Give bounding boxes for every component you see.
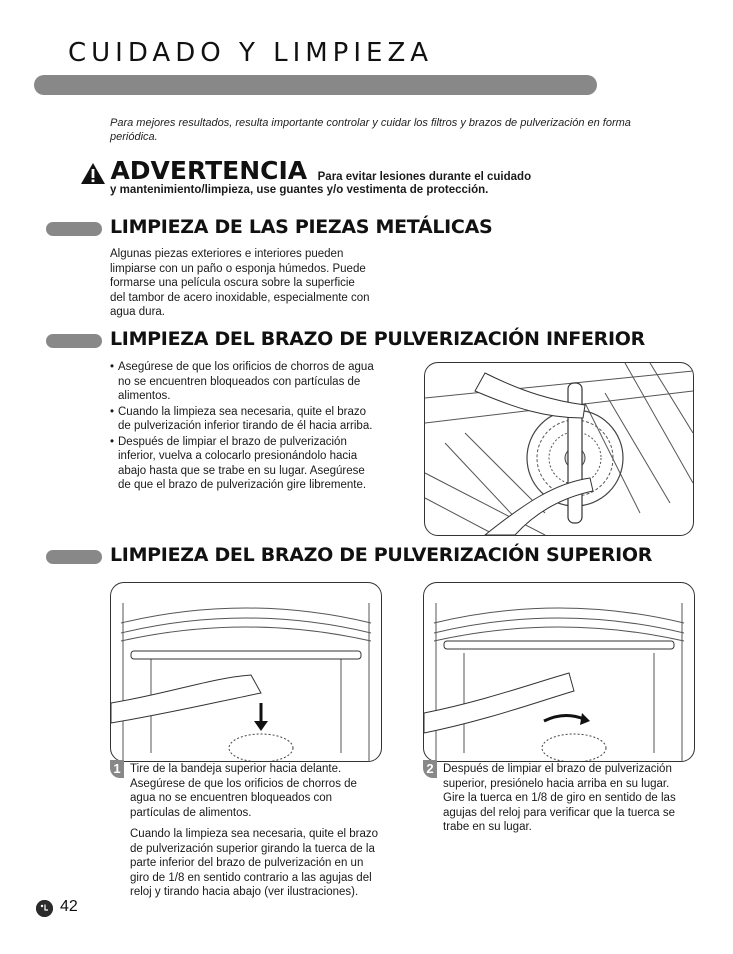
page-title: CUIDADO Y LIMPIEZA	[68, 38, 434, 68]
section-marker	[46, 334, 102, 348]
lg-logo-icon	[36, 900, 53, 917]
section-title-upper-arm: LIMPIEZA DEL BRAZO DE PULVERIZACIÓN SUPERIOR	[110, 544, 653, 566]
title-bar	[34, 75, 597, 95]
step1-paragraph: Cuando la limpieza sea necesaria, quite el brazo de pulverización superior girando la tuerca de la parte inferior del brazo de pulverización en un giro de 1/8 en sentido contrario a las agujas del reloj y tirando hacia abajo (ver ilustraciones).	[130, 828, 379, 898]
warning-text-line2: y mantenimiento/limpieza, use guantes y/o vestimenta de protección.	[110, 184, 489, 196]
lower-arm-instructions	[110, 360, 378, 494]
step1-instructions	[130, 762, 384, 907]
section-title-metal: LIMPIEZA DE LAS PIEZAS METÁLICAS	[110, 216, 493, 238]
intro-text: Para mejores resultados, resulta importante controlar y cuidar los filtros y brazos de pulverización en forma periódica.	[110, 117, 631, 143]
section-title-lower-arm: LIMPIEZA DEL BRAZO DE PULVERIZACIÓN INFERIOR	[110, 328, 645, 350]
page-number: 42	[60, 898, 78, 915]
section-marker	[46, 550, 102, 564]
warning-text-line1: Para evitar lesiones durante el cuidado	[317, 171, 532, 183]
step2-instructions	[443, 762, 693, 842]
upper-arm-step1-illustration	[110, 582, 382, 762]
list-item: • Cuando la limpieza sea necesaria, quite el brazo de pulverización inferior tirando de él hacia arriba.	[110, 405, 378, 434]
warning-heading: ADVERTENCIA	[110, 156, 308, 185]
section-body-metal: Algunas piezas exteriores e interiores pueden limpiarse con un paño o esponja húmedos. Puede formarse una película oscura sobre la superficie del tambor de acero inoxidable, especialmente con agua dura.	[110, 248, 370, 318]
warning-triangle-icon	[80, 162, 106, 185]
section-marker	[46, 222, 102, 236]
step2-paragraph: Después de limpiar el brazo de pulverización superior, presiónelo hacia arriba en su lugar. Gire la tuerca en 1/8 de giro en sentido de las agujas del reloj para verificar que la tuerca se trabe en su lugar.	[443, 763, 676, 833]
list-item: • Después de limpiar el brazo de pulverización inferior, vuelva a colocarlo presionándolo hacia abajo hasta que se trabe en su lugar. Asegúrese de que el brazo de pulverización gire libremente.	[110, 435, 378, 493]
step-number-badge: 2	[423, 760, 437, 778]
lower-spray-arm-illustration	[424, 362, 694, 536]
warning-block	[80, 156, 531, 184]
upper-arm-step2-illustration	[423, 582, 695, 762]
step1-paragraph: Tire de la bandeja superior hacia delante. Asegúrese de que los orificios de chorros de agua no se encuentren bloqueados con partículas de alimentos.	[130, 763, 357, 819]
step-number-badge: 1	[110, 760, 124, 778]
list-item: • Asegúrese de que los orificios de chorros de agua no se encuentren bloqueados con partículas de alimentos.	[110, 360, 378, 404]
